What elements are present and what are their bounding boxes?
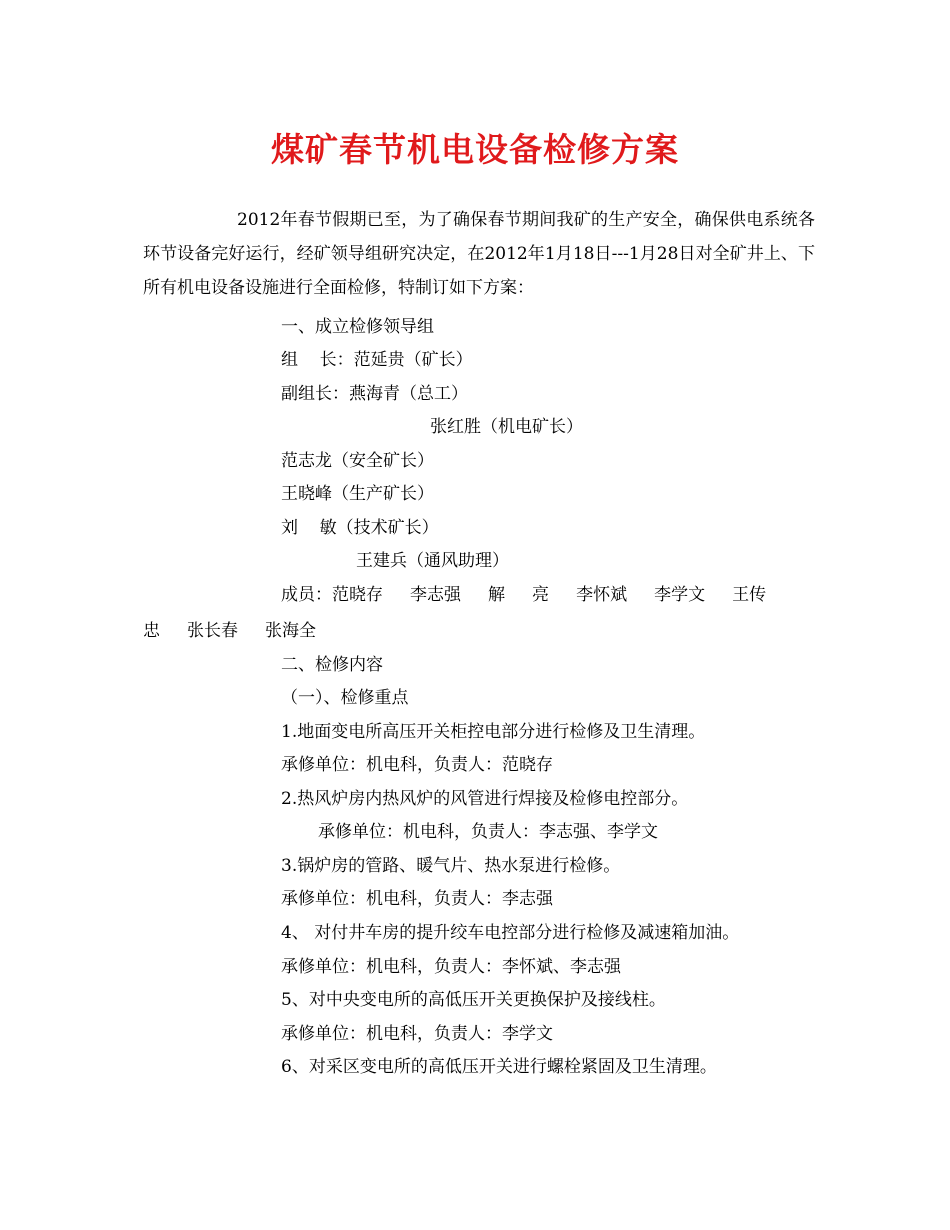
deputy-leader-line: 王晓峰（生产矿长） [281,484,434,504]
leader-line: 组 长：范延贵（矿长） [281,350,473,370]
intro-paragraph: 2012年春节假期已至，为了确保春节期间我矿的生产安全，确保供电系统各环节设备完好运行，经矿领导组研究决定，在2012年1月18日---1月28日对全矿井上、下所有机电设备设施进行全面检修，特制订如下方案： [143,210,815,298]
task-item: 5、对中央变电所的高低压开关更换保护及接线柱。 [281,990,666,1010]
deputy-leader-line: 刘 敏（技术矿长） [281,518,439,538]
task-item: 2.热风炉房内热风炉的风管进行焊接及检修电控部分。 [281,789,689,809]
task-responsible: 承修单位：机电科，负责人：李志强 [281,889,553,909]
deputy-leader-line: 范志龙（安全矿长） [281,451,434,471]
task-responsible: 承修单位：机电科，负责人：李志强、李学文 [318,822,658,842]
deputy-leader-line: 王建兵（通风助理） [356,551,509,571]
deputy-leader-line: 副组长：燕海青（总工） [281,384,468,404]
subsection-heading: （一）、检修重点 [281,688,409,708]
task-item: 3.锅炉房的管路、暖气片、热水泵进行检修。 [281,856,621,876]
task-responsible: 承修单位：机电科，负责人：李怀斌、李志强 [281,957,621,977]
section-heading-leadership: 一、成立检修领导组 [281,317,434,337]
task-responsible: 承修单位：机电科，负责人：范晓存 [281,755,553,775]
task-item: 6、对采区变电所的高低压开关进行螺栓紧固及卫生清理。 [281,1057,717,1077]
section-heading-content: 二、检修内容 [281,655,383,675]
task-item: 4、 对付井车房的提升绞车电控部分进行检修及减速箱加油。 [281,923,740,943]
document-title: 煤矿春节机电设备检修方案 [271,130,679,169]
members-line: 成员：范晓存 李志强 解 亮 李怀斌 李学文 王传 [281,585,767,605]
task-item: 1.地面变电所高压开关柜控电部分进行检修及卫生清理。 [281,722,706,742]
members-line: 忠 张长春 张海全 [143,621,317,641]
task-responsible: 承修单位：机电科，负责人：李学文 [281,1024,553,1044]
deputy-leader-line: 张红胜（机电矿长） [430,417,583,437]
